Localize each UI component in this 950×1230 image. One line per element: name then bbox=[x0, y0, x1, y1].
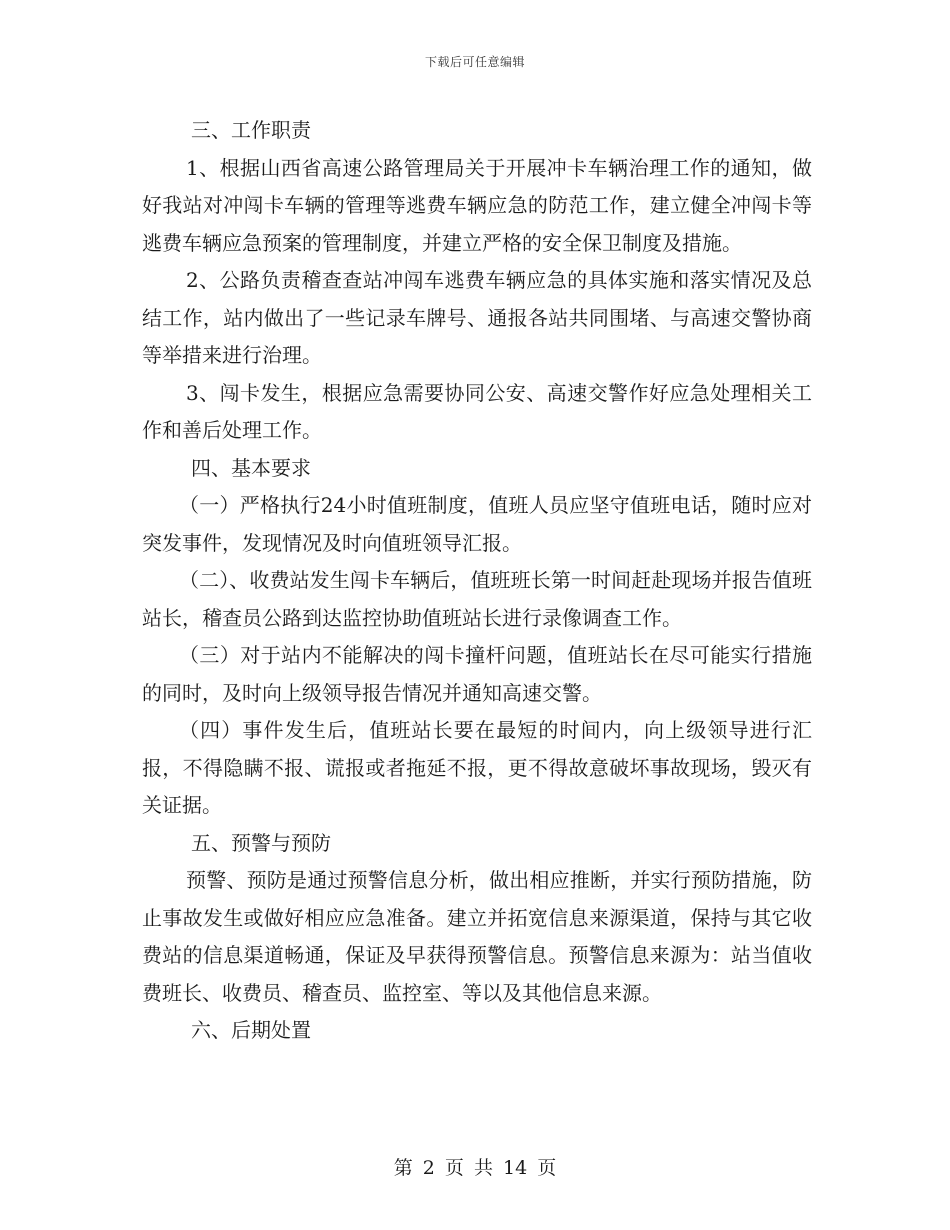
paragraph-duty-2: 2、公路负责稽查查站冲闯车逃费车辆应急的具体实施和落实情况及总结工作，站内做出了一些记录车牌号、通报各站共同围堵、与高速交警协商等举措来进行治理。 bbox=[142, 268, 812, 367]
paragraph-requirement-3: （三）对于站内不能解决的闯卡撞杆问题，值班站长在尽可能实行措施的同时，及时向上级领导报告情况并通知高速交警。 bbox=[142, 643, 812, 705]
page-header: 下载后可任意编辑 bbox=[424, 55, 525, 69]
paragraph-duty-1: 1、根据山西省高速公路管理局关于开展冲卡车辆治理工作的通知，做好我站对冲闯卡车辆的管理等逃费车辆应急的防范工作，建立健全冲闯卡等逃费车辆应急预案的管理制度，并建立严格的安全保卫制度及措施。 bbox=[142, 155, 812, 255]
page-number-footer: 第 2 页 共 14 页 bbox=[393, 1157, 557, 1179]
paragraph-requirement-2: （二）、收费站发生闯卡车辆后，值班班长第一时间赶赴现场并报告值班站长，稽查员公路到达监控协助值班站长进行录像调查工作。 bbox=[142, 568, 812, 630]
paragraph-requirement-4: （四）事件发生后，值班站长要在最短的时间内，向上级领导进行汇报，不得隐瞒不报、谎报或者拖延不报，更不得故意破坏事故现场，毁灭有关证据。 bbox=[142, 718, 812, 817]
paragraph-duty-3: 3、闯卡发生，根据应急需要协同公安、高速交警作好应急处理相关工作和善后处理工作。 bbox=[142, 380, 812, 442]
paragraph-requirement-1: （一）严格执行24小时值班制度，值班人员应坚守值班电话，随时应对突发事件，发现情况及时向值班领导汇报。 bbox=[142, 493, 812, 555]
section-heading-requirements: 四、基本要求 bbox=[191, 455, 311, 480]
section-heading-duties: 三、工作职责 bbox=[191, 118, 311, 142]
section-heading-warning: 五、预警与预防 bbox=[191, 830, 331, 855]
document-body bbox=[142, 112, 812, 1050]
paragraph-warning-1: 预警、预防是通过预警信息分析，做出相应推断，并实行预防措施，防止事故发生或做好相应应急准备。建立并拓宽信息来源渠道，保持与其它收费站的信息渠道畅通，保证及早获得预警信息。预警信息来源为：站当值收费班长、收费员、稽查员、监控室、等以及其他信息来源。 bbox=[142, 868, 812, 1005]
section-heading-aftermath: 六、后期处置 bbox=[191, 1018, 311, 1042]
